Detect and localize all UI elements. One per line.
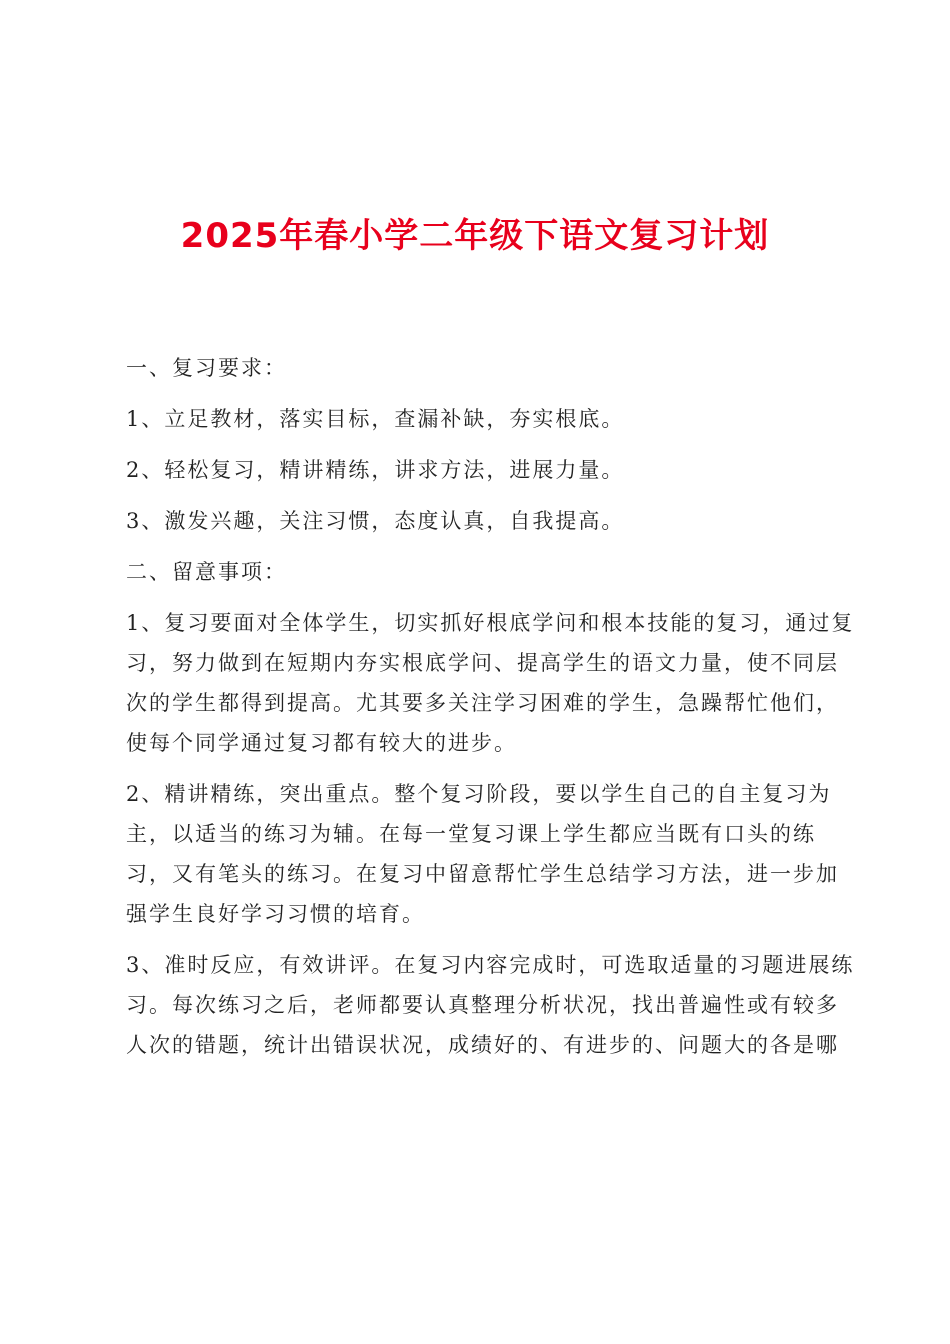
text-line: 人次的错题，统计出错误状况，成绩好的、有进步的、问题大的各是哪 xyxy=(126,1033,839,1057)
requirement-1 xyxy=(126,399,832,439)
text-line: 习，努力做到在短期内夯实根底学问、提高学生的语文力量，使不同层 xyxy=(126,651,839,675)
document-body xyxy=(126,348,855,1065)
section-heading-2 xyxy=(126,552,832,592)
text-line: 强学生良好学习习惯的培育。 xyxy=(126,902,425,926)
document-title: 2025年春小学二年级下语文复习计划 xyxy=(180,216,770,256)
text-line: 一、复习要求： xyxy=(126,356,287,380)
section-heading-1 xyxy=(126,348,832,388)
text-line: 1、立足教材，落实目标，查漏补缺，夯实根底。 xyxy=(126,407,625,431)
requirement-3 xyxy=(126,501,832,541)
text-line: 3、激发兴趣，关注习惯，态度认真，自我提高。 xyxy=(126,509,625,533)
text-line: 习。每次练习之后，老师都要认真整理分析状况，找出普遍性或有较多 xyxy=(126,993,839,1017)
text-line: 1、复习要面对全体学生，切实抓好根底学问和根本技能的复习，通过复 xyxy=(126,611,855,635)
requirement-2 xyxy=(126,450,832,490)
text-line: 主，以适当的练习为辅。在每一堂复习课上学生都应当既有口头的练 xyxy=(126,822,816,846)
text-line: 二、留意事项： xyxy=(126,560,287,584)
text-line: 习，又有笔头的练习。在复习中留意帮忙学生总结学习方法，进一步加 xyxy=(126,862,839,886)
note-3 xyxy=(126,945,855,1065)
text-line: 2、精讲精练，突出重点。整个复习阶段，要以学生自己的自主复习为 xyxy=(126,782,832,806)
text-line: 使每个同学通过复习都有较大的进步。 xyxy=(126,731,517,755)
text-line: 3、准时反应，有效讲评。在复习内容完成时，可选取适量的习题进展练 xyxy=(126,953,855,977)
text-line: 次的学生都得到提高。尤其要多关注学习困难的学生，急躁帮忙他们， xyxy=(126,691,839,715)
text-line: 2、轻松复习，精讲精练，讲求方法，进展力量。 xyxy=(126,458,625,482)
note-2 xyxy=(126,774,839,934)
note-1 xyxy=(126,603,855,763)
